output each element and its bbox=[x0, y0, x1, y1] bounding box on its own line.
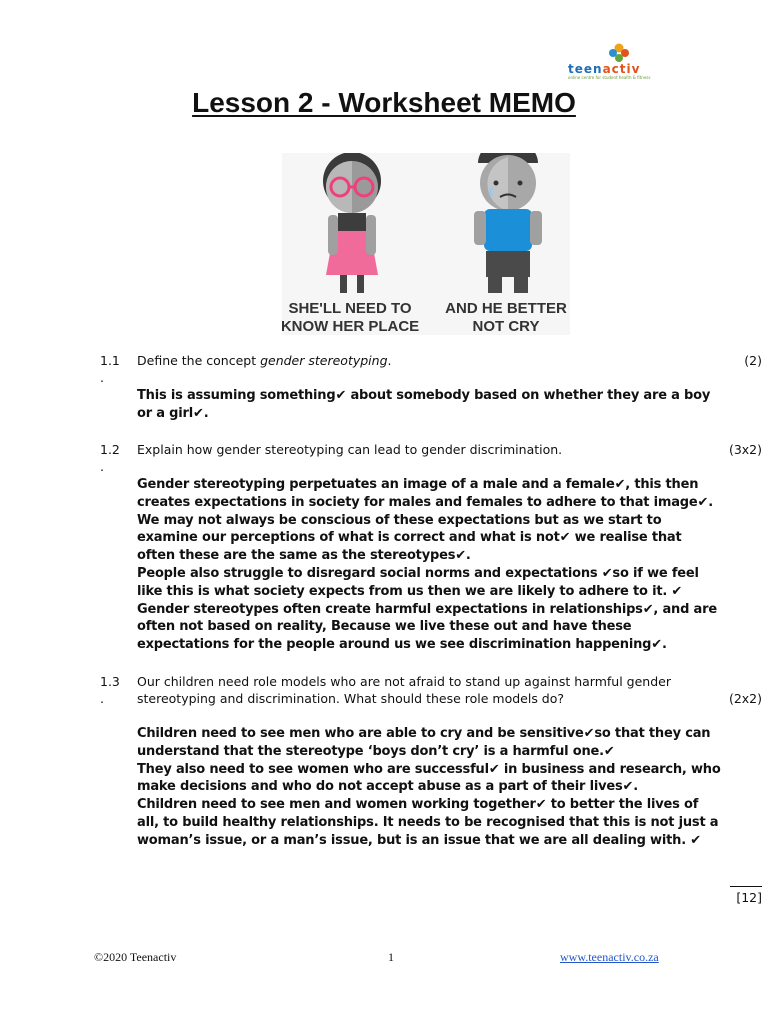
question-marks: (3x2) bbox=[728, 442, 762, 457]
question-text: Our children need role models who are not afraid to stand up against harmful gender stereotyping and discrimination. What should these role models do? bbox=[137, 674, 671, 706]
caption-left-line1: SHE'LL NEED TO bbox=[288, 300, 412, 317]
answer-text: Children need to see men who are able to cry and be sensitive✔so that they can understand that the stereotype ‘boys don’t cry’ is a harmful one.✔ They also need to see women who are successful✔ in business and research, who make decisions and who do not accept abuse as a part of their lives✔. Children need to see men and women working together✔ to better the lives of all, to build healthy relationships. It needs to be recognised that this is not just a woman’s issue, or a man’s issue, but is an issue that we are all dealing with. ✔ bbox=[137, 726, 721, 848]
footer-page-number: 1 bbox=[388, 950, 394, 964]
flower-icon bbox=[564, 42, 674, 64]
page-title: Lesson 2 - Worksheet MEMO bbox=[192, 87, 576, 118]
question-number: 1.2 bbox=[100, 442, 120, 457]
question-text: Define the concept gender stereotyping. bbox=[137, 353, 392, 368]
footer-copyright: ©2020 Teenactiv bbox=[94, 950, 177, 964]
teenactiv-logo: teenactiv online centre for student health & fitness bbox=[564, 42, 674, 80]
answer-text: Gender stereotyping perpetuates an image of a male and a female✔, this then creates expectations in society for males and females to adhere to that image✔. We may not always be conscious of these expectations but as we start to examine our perceptions of what is correct and what is not✔ we realise that often these are the same as the stereotypes✔. People also struggle to disregard social norms and expectations ✔so if we feel like this is what society expects from us then we are likely to adhere to it. ✔ Gender stereotypes often create harmful expectations in relationships✔, and are often not based on reality, Because we live these out and have these expectations for the people around us we see discrimination happening✔. bbox=[137, 477, 717, 653]
question-text: Explain how gender stereotyping can lead to gender discrimination. bbox=[137, 442, 563, 457]
footer-website-link[interactable]: www.teenactiv.co.za bbox=[560, 950, 659, 964]
logo-tagline: online centre for student health & fitness bbox=[568, 75, 651, 80]
question-marks: (2) bbox=[744, 353, 762, 368]
total-marks: [12] bbox=[730, 886, 762, 905]
caption-right-line1: AND HE BETTER bbox=[445, 300, 567, 317]
question-marks: (2x2) bbox=[728, 691, 762, 706]
stereotype-illustration bbox=[282, 153, 570, 335]
caption-left-line2: KNOW HER PLACE bbox=[282, 318, 420, 335]
question-number: 1.1 bbox=[100, 353, 120, 368]
girl-figure bbox=[323, 153, 381, 293]
question-number: 1.3 bbox=[100, 674, 120, 689]
caption-right-line2: NOT CRY bbox=[472, 318, 540, 335]
answer-text: This is assuming something✔ about somebody based on whether they are a boy or a girl✔. bbox=[137, 388, 711, 421]
